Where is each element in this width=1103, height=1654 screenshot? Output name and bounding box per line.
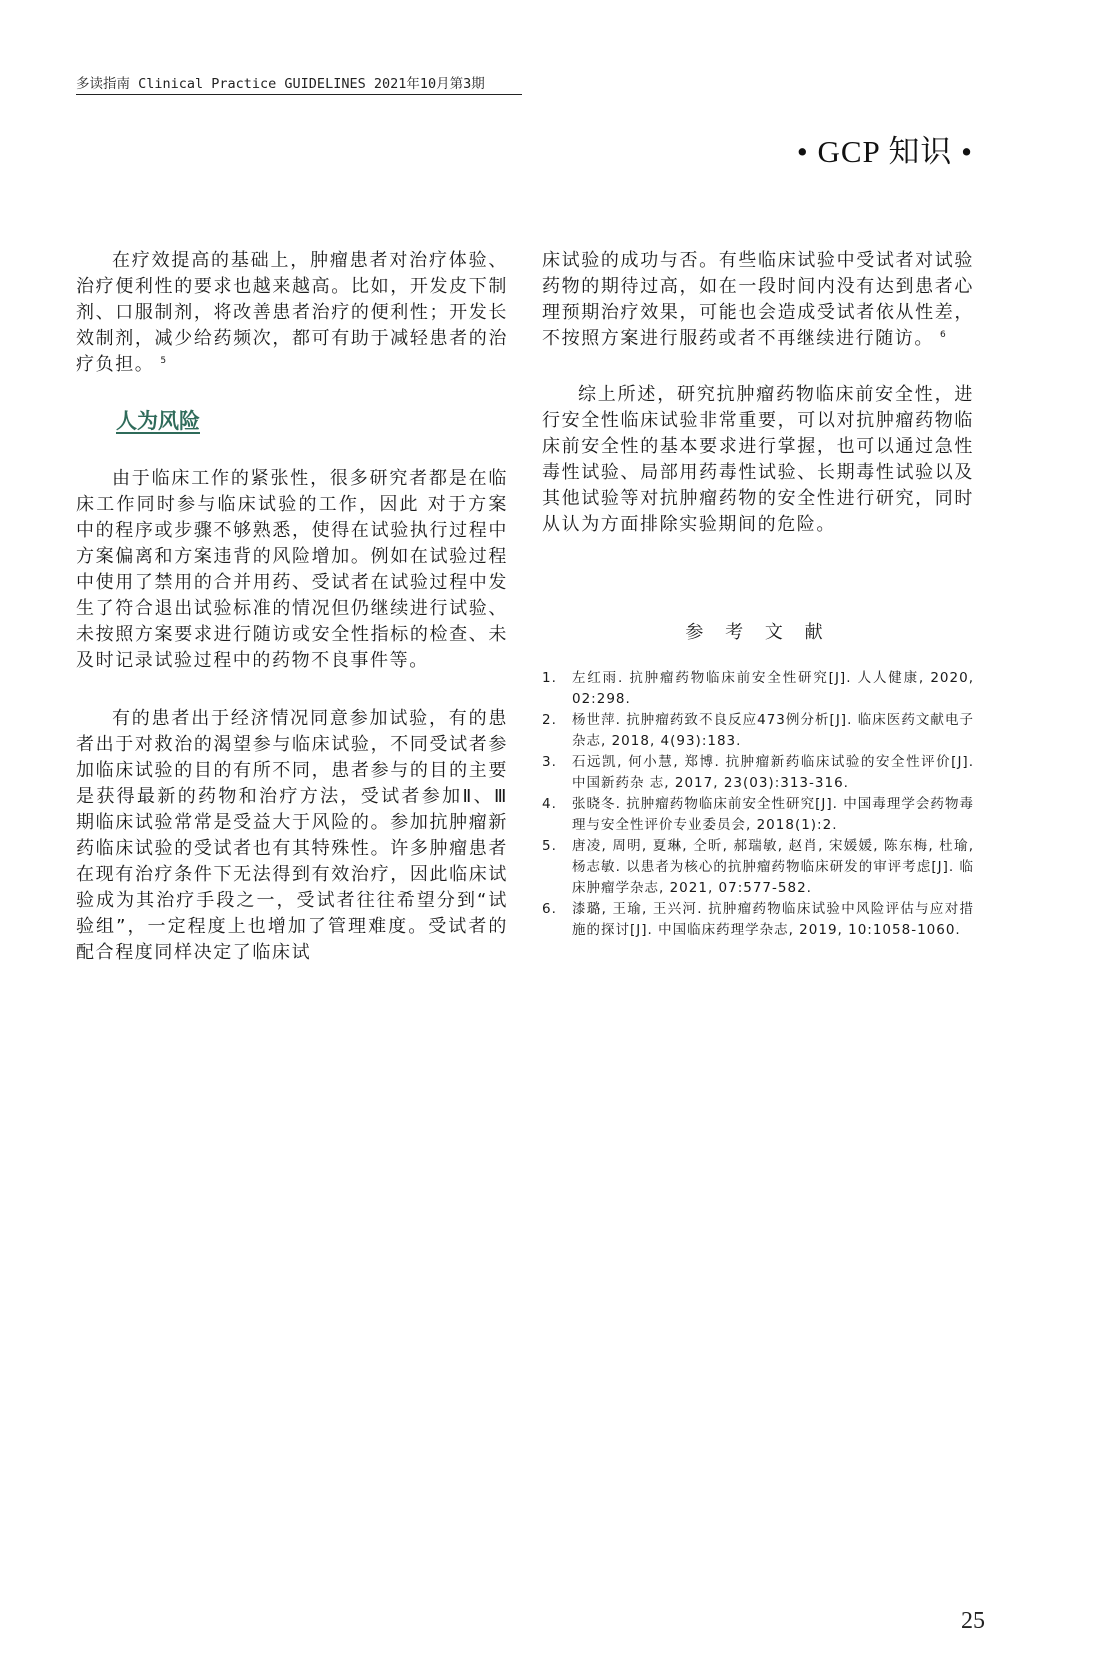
citation-ref: 5 — [160, 356, 168, 366]
reference-number: 5. — [542, 838, 557, 854]
reference-number: 1. — [542, 670, 557, 686]
reference-text: 左红雨. 抗肿瘤药物临床前安全性研究[J]. 人人健康, 2020, 02:298. — [572, 670, 974, 707]
paragraph: 由于临床工作的紧张性，很多研究者都是在临床工作同时参与临床试验的工作，因此 对于方案中的程序或步骤不够熟悉，使得在试验执行过程中方案偏离和方案违背的风险增加。例如在试验过程中使用了禁用的合并用药、受试者在试验过程中发生了符合退出试验标准的情况但仍继续进行试验、未按照方案要求进行随访或安全性指标的检查、未及时记录试验过程中的药物不良事件等。 — [76, 468, 508, 671]
paragraph: 综上所述，研究抗肿瘤药物临床前安全性，进行安全性临床试验非常重要，可以对抗肿瘤药物临床前安全性的基本要求进行掌握，也可以通过急性毒性试验、局部用药毒性试验、长期毒性试验以及其他试验等对抗肿瘤药物的安全性进行研究，同时从认为方面排除实验期间的危险。 — [542, 384, 974, 535]
reference-text: 杨世萍. 抗肿瘤药致不良反应473例分析[J]. 临床医药文献电子杂志, 2018, 4(93):183. — [572, 712, 974, 749]
reference-item — [542, 668, 974, 710]
citation-ref: 6 — [940, 330, 948, 340]
paragraph-text: 床试验的成功与否。有些临床试验中受试者对试验药物的期待过高，如在一段时间内没有达到患者心理预期治疗效果，可能也会造成受试者依从性差，不按照方案进行服药或者不再继续进行随访。 — [542, 250, 974, 349]
section-tag: • GCP 知识 • — [796, 134, 973, 169]
reference-item — [542, 710, 974, 752]
paragraph: 有的患者出于经济情况同意参加试验，有的患者出于对救治的渴望参与临床试验，不同受试者参加临床试验的目的有所不同，患者参与的目的主要是获得最新的药物和治疗方法，受试者参加Ⅱ、Ⅲ期临床试验常常是受益大于风险的。参加抗肿瘤新药临床试验的受试者也有其特殊性。许多肿瘤患者在现有治疗条件下无法得到有效治疗，因此临床试验成为其治疗手段之一，受试者往往希望分到“试验组”，一定程度上也增加了管理难度。受试者的配合程度同样决定了临床试 — [76, 708, 508, 963]
reference-text: 石远凯, 何小慧, 郑博. 抗肿瘤新药临床试验的安全性评价[J]. 中国新药杂 志, 2017, 23(03):313-316. — [572, 754, 974, 791]
reference-item — [542, 752, 974, 794]
reference-item — [542, 899, 974, 941]
reference-text: 唐凌, 周明, 夏琳, 仝昕, 郝瑞敏, 赵肖, 宋媛媛, 陈东梅, 杜瑜, 杨志敏. 以患者为核心的抗肿瘤药物临床研发的审评考虑[J]. 临床肿瘤学杂志, 2021, 07:577-582. — [572, 838, 974, 896]
page-number: 25 — [961, 1608, 985, 1634]
right-column — [542, 248, 974, 941]
references-list — [542, 668, 974, 941]
left-column — [76, 248, 508, 966]
reference-number: 6. — [542, 901, 557, 917]
reference-text: 漆璐, 王瑜, 王兴河. 抗肿瘤药物临床试验中风险评估与应对措施的探讨[J]. 中国临床药理学杂志, 2019, 10:1058-1060. — [572, 901, 974, 938]
reference-number: 2. — [542, 712, 557, 728]
reference-text: 张晓冬. 抗肿瘤药物临床前安全性研究[J]. 中国毒理学会药物毒理与安全性评价专业委员会, 2018(1):2. — [572, 796, 974, 833]
paragraph — [76, 248, 508, 378]
reference-number: 3. — [542, 754, 557, 770]
reference-number: 4. — [542, 796, 557, 812]
references-title: 参 考 文 献 — [685, 622, 831, 643]
reference-item — [542, 836, 974, 899]
paragraph-text: 在疗效提高的基础上，肿瘤患者对治疗体验、治疗便利性的要求也越来越高。比如，开发皮下制剂、口服制剂，将改善患者治疗的便利性；开发长效制剂，减少给药频次，都可有助于减轻患者的治疗负担。 — [76, 250, 508, 375]
section-heading: 人为风险 — [116, 409, 200, 433]
paragraph — [542, 248, 974, 352]
running-header: 多读指南 Clinical Practice GUIDELINES 2021年10月第3期 — [76, 72, 522, 95]
reference-item — [542, 794, 974, 836]
